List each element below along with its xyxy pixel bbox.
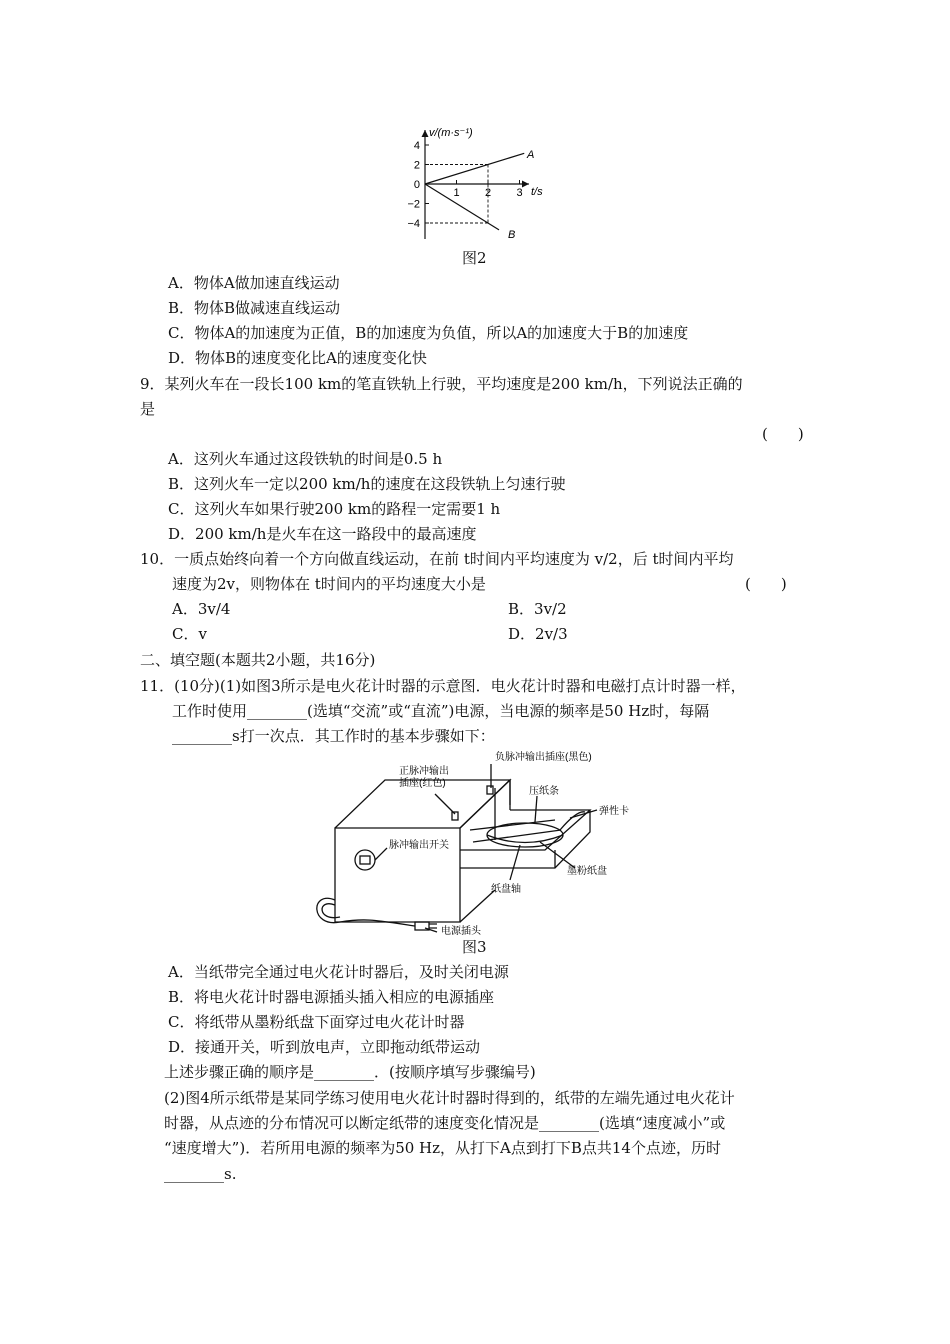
q8-option-c: C．物体A的加速度为正值，B的加速度为负值，所以A的加速度大于B的加速度 (168, 324, 689, 342)
q10-option-d: D．2v/3 (508, 625, 568, 643)
label-pulse-switch: 脉冲输出开关 (389, 840, 449, 851)
q11-step-a: A．当纸带完全通过电火花计时器后，及时关闭电源 (168, 963, 509, 981)
y-tick-label: 0 (413, 179, 420, 191)
q10-stem-cont: 速度为2v，则物体在 t时间内的平均速度大小是 (172, 575, 486, 593)
q11-part2: (2)图4所示纸带是某同学练习使用电火花计时器时得到的，纸带的左端先通过电火花计 (164, 1089, 735, 1107)
q10-option-c: C．v (172, 625, 207, 643)
q9-stem: 9．某列火车在一段长100 km的笔直铁轨上行驶，平均速度是200 km/h，下列说法正确的 (140, 375, 743, 393)
q11-part2-cont3: ________s. (164, 1165, 237, 1183)
section-heading: 二、填空题(本题共2小题，共16分) (140, 651, 376, 669)
q11-stem-cont2: ________s打一次点．其工作时的基本步骤如下： (172, 727, 495, 745)
label-power-plug: 电源插头 (441, 926, 481, 935)
q10-stem: 10．一质点始终向着一个方向做直线运动，在前 t时间内平均速度为 v/2，后 t时间内平均 (140, 550, 734, 568)
q11-part2-cont2: “速度增大”)．若所用电源的频率为50 Hz，从打下A点到打下B点共14个点迹，历时 (164, 1139, 721, 1157)
line-b-label: B (508, 229, 516, 241)
figure2-caption: 图2 (462, 249, 487, 267)
q9-stem-cont: 是 (140, 400, 156, 418)
label-press-strip: 压纸条 (529, 786, 559, 797)
q11-step-d: D．接通开关，听到放电声，立即拖动纸带运动 (168, 1038, 481, 1056)
y-tick-label: 2 (413, 159, 420, 172)
figure3-spark-timer (315, 750, 635, 935)
x-axis-label: t/s (531, 186, 543, 198)
q11-part2-cont: 时器，从点迹的分布情况可以断定纸带的速度变化情况是________(选填“速度减小”或 (164, 1114, 726, 1132)
q11-stem: 11．(10分)(1)如图3所示是电火花计时器的示意图．电火花计时器和电磁打点计时器一样， (140, 677, 746, 695)
x-tick-label: 2 (485, 187, 492, 199)
y-tick-label: −2 (407, 198, 420, 211)
q9-option-b: B．这列火车一定以200 km/h的速度在这段铁轨上匀速行驶 (168, 475, 566, 493)
q11-stem-cont: 工作时使用________(选填“交流”或“直流”)电源，当电源的频率是50 Hz时，每隔 (172, 702, 710, 720)
figure2-vt-graph (395, 122, 565, 242)
q11-step-b: B．将电火花计时器电源插头插入相应的电源插座 (168, 988, 495, 1006)
q8-option-b: B．物体B做减速直线运动 (168, 299, 341, 317)
y-tick-label: −4 (407, 218, 420, 230)
q11-step-c: C．将纸带从墨粉纸盘下面穿过电火花计时器 (168, 1013, 465, 1031)
label-positive-socket-line2: 插座(红色) (399, 778, 446, 789)
series-line-a (425, 153, 524, 184)
q9-option-a: A．这列火车通过这段铁轨的时间是0.5 h (168, 450, 443, 468)
y-axis-label: v/(m·s⁻¹) (429, 127, 473, 139)
q10-answer-bracket: ( ) (745, 575, 787, 593)
q8-option-d: D．物体B的速度变化比A的速度变化快 (168, 349, 427, 367)
q10-option-b: B．3v/2 (508, 600, 567, 618)
q10-option-a: A．3v/4 (172, 600, 231, 618)
label-positive-socket: 正脉冲输出 (399, 766, 449, 777)
q9-answer-bracket: ( ) (762, 425, 804, 443)
label-toner-disk: 墨粉纸盘 (567, 866, 607, 877)
q9-option-c: C．这列火车如果行驶200 km的路程一定需要1 h (168, 500, 501, 518)
line-a-label: A (527, 149, 535, 161)
x-tick-label: 3 (516, 187, 523, 199)
label-disk-axis: 纸盘轴 (491, 884, 521, 895)
q9-option-d: D．200 km/h是火车在这一路段中的最高速度 (168, 525, 477, 543)
label-elastic-clip: 弹性卡 (599, 806, 629, 817)
label-negative-socket: 负脉冲输出插座(黑色) (495, 752, 592, 763)
y-tick-label: 4 (413, 140, 420, 152)
q8-option-a: A．物体A做加速直线运动 (168, 274, 340, 292)
x-tick-label: 1 (453, 187, 460, 199)
figure3-caption: 图3 (462, 938, 487, 956)
q11-order-prompt: 上述步骤正确的顺序是________．(按顺序填写步骤编号) (164, 1063, 536, 1081)
